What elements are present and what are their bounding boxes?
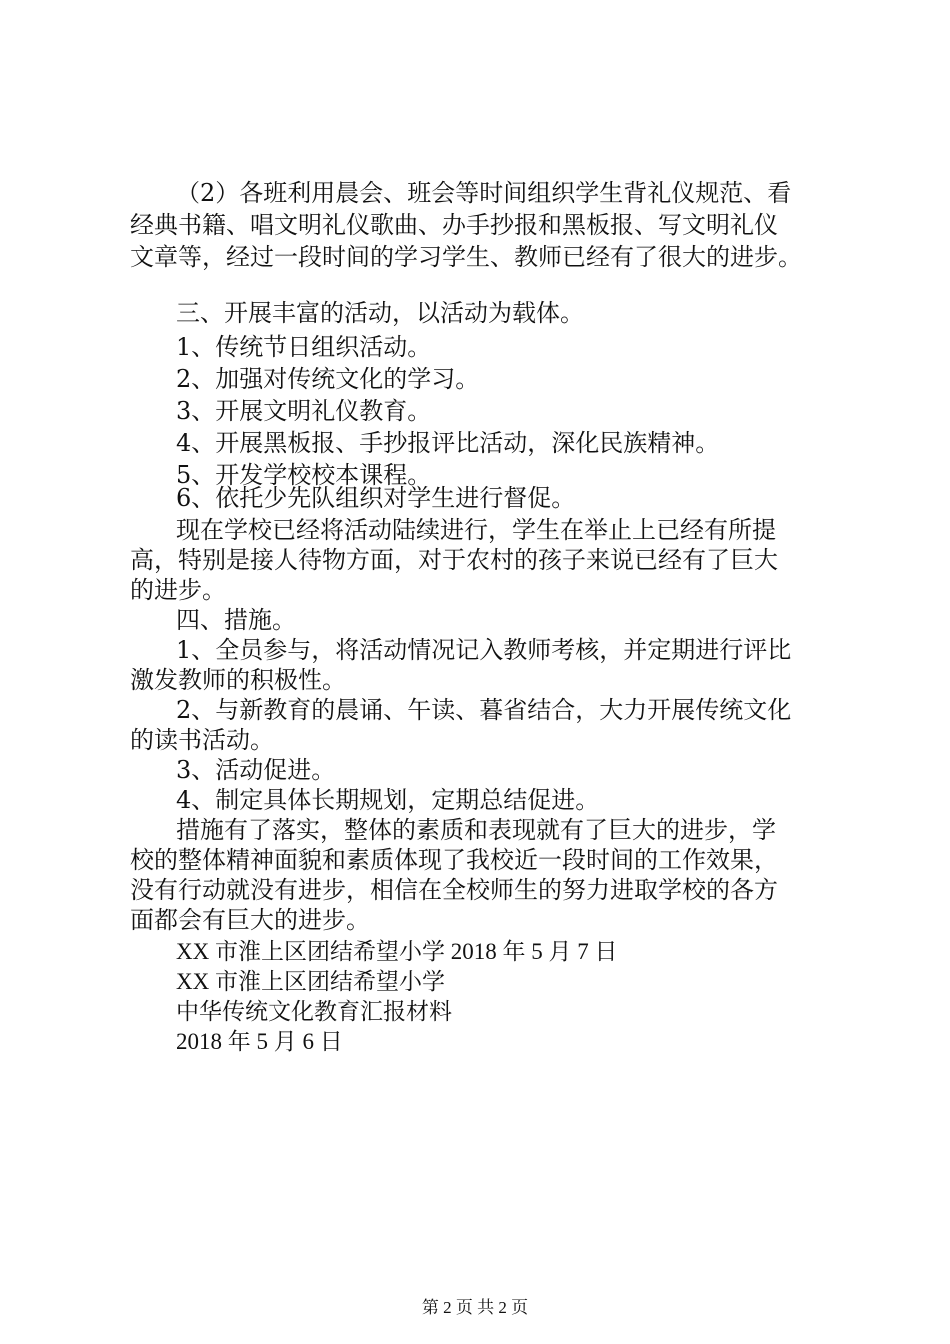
conclusion-line-2: 校的整体精神面貌和素质体现了我校近一段时间的工作效果， xyxy=(130,846,778,874)
para2-line-3: 的进步。 xyxy=(130,576,226,604)
signature-title: 中华传统文化教育汇报材料 xyxy=(176,999,452,1024)
section3-heading: 三、开展丰富的活动，以活动为载体。 xyxy=(176,299,584,327)
measure4: 4、制定具体长期规划，定期总结促进。 xyxy=(176,786,600,814)
measure3: 3、活动促进。 xyxy=(176,756,336,784)
para1-line-1: （2）各班利用晨会、班会等时间组织学生背礼仪规范、看 xyxy=(176,179,792,207)
page-footer: 第 2 页 共 2 页 xyxy=(421,1298,529,1317)
measure2-line-1: 2、与新教育的晨诵、午读、暮省结合，大力开展传统文化 xyxy=(176,696,792,724)
section3-item-1: 1、传统节日组织活动。 xyxy=(176,333,432,361)
para2-line-2: 高，特别是接人待物方面，对于农村的孩子来说已经有了巨大 xyxy=(130,546,778,574)
section3-item-5: 5、开发学校校本课程。 xyxy=(176,461,432,489)
measure1-line-1: 1、全员参与，将活动情况记入教师考核，并定期进行评比 xyxy=(176,636,792,664)
conclusion-line-4: 面都会有巨大的进步。 xyxy=(130,906,370,934)
conclusion-line-3: 没有行动就没有进步，相信在全校师生的努力进取学校的各方 xyxy=(130,876,778,904)
conclusion-line-1: 措施有了落实，整体的素质和表现就有了巨大的进步，学 xyxy=(176,816,776,844)
section4-heading: 四、措施。 xyxy=(176,606,296,634)
signature-school-date: XX 市淮上区团结希望小学 2018 年 5 月 7 日 xyxy=(176,939,618,964)
measure2-line-2: 的读书活动。 xyxy=(130,726,274,754)
para1-line-3: 文章等，经过一段时间的学习学生、教师已经有了很大的进步。 xyxy=(130,243,802,271)
signature-school: XX 市淮上区团结希望小学 xyxy=(176,969,445,994)
section3-item-6: 6、依托少先队组织对学生进行督促。 xyxy=(176,484,576,512)
signature-date: 2018 年 5 月 6 日 xyxy=(176,1029,343,1054)
section3-item-3: 3、开展文明礼仪教育。 xyxy=(176,397,432,425)
para2-line-1: 现在学校已经将活动陆续进行，学生在举止上已经有所提 xyxy=(176,516,776,544)
para1-line-2: 经典书籍、唱文明礼仪歌曲、办手抄报和黑板报、写文明礼仪 xyxy=(130,211,778,239)
measure1-line-2: 激发教师的积极性。 xyxy=(130,666,346,694)
section3-item-2: 2、加强对传统文化的学习。 xyxy=(176,365,480,393)
section3-item-4: 4、开展黑板报、手抄报评比活动，深化民族精神。 xyxy=(176,429,720,457)
